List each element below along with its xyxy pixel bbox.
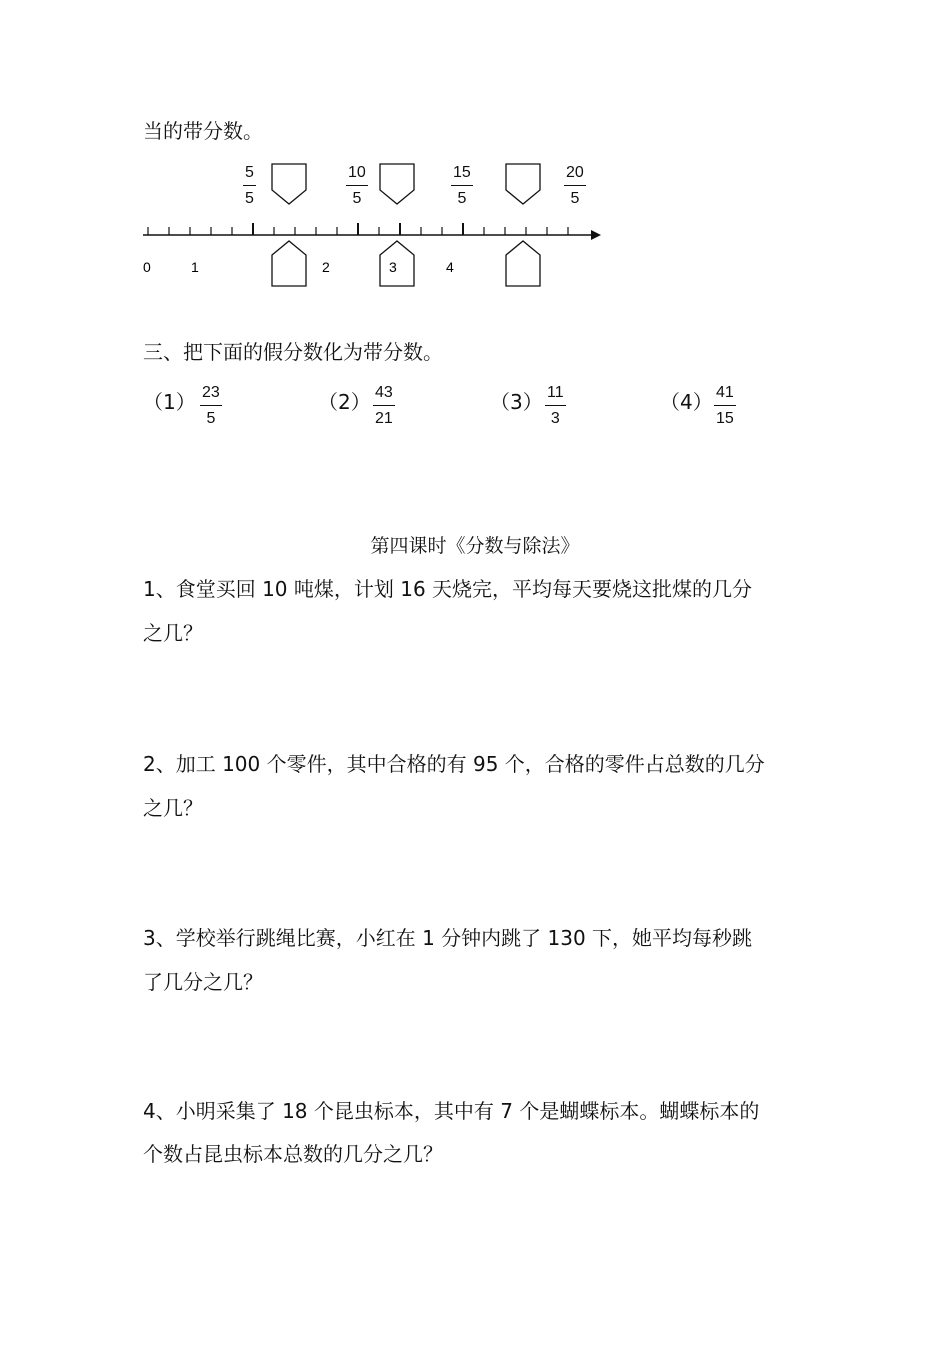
number-line <box>0 150 950 300</box>
exercise-fraction-2 <box>373 385 395 427</box>
question-4-line-1: 4、小明采集了 18 个昆虫标本，其中有 7 个是蝴蝶标本。蝴蝶标本的 <box>143 1099 760 1123</box>
question-3-line-2: 了几分之几？ <box>143 970 263 994</box>
answer-box-top-1[interactable] <box>272 164 306 204</box>
exercise-fraction-3 <box>545 385 566 427</box>
number-line-arrow <box>591 230 601 240</box>
exercise-fraction-4 <box>714 385 736 427</box>
fraction-numerator: 15 <box>453 164 471 181</box>
fraction-denominator: 5 <box>352 190 362 207</box>
fraction-denominator: 5 <box>457 190 467 207</box>
fraction-denominator: 5 <box>570 190 580 207</box>
answer-box-bottom-3[interactable] <box>506 241 540 286</box>
number-line-ticks <box>148 223 568 235</box>
fraction-denominator: 15 <box>716 410 734 427</box>
lesson-title: 第四课时《分数与除法》 <box>370 535 580 557</box>
exercise-label-3: （3） <box>490 390 543 414</box>
number-line-label-2: 2 <box>322 259 330 275</box>
fraction-numerator: 41 <box>716 384 734 401</box>
answer-box-top-3[interactable] <box>506 164 540 204</box>
fraction-numerator: 10 <box>348 164 366 181</box>
number-line-label-3: 3 <box>389 259 397 275</box>
fraction-denominator: 5 <box>245 190 254 207</box>
number-line-label-0: 0 <box>143 259 151 275</box>
question-1-line-1: 1、食堂买回 10 吨煤，计划 16 天烧完，平均每天要烧这批煤的几分 <box>143 577 753 601</box>
exercise-label-2: （2） <box>318 390 371 414</box>
intro-text: 当的带分数。 <box>143 119 263 143</box>
question-3-line-1: 3、学校举行跳绳比赛，小红在 1 分钟内跳了 130 下，她平均每秒跳 <box>143 926 753 950</box>
exercise-label-1: （1） <box>143 390 196 414</box>
question-2-line-1: 2、加工 100 个零件，其中合格的有 95 个，合格的零件占总数的几分 <box>143 752 765 776</box>
question-4-line-2: 个数占昆虫标本总数的几分之几？ <box>143 1142 443 1166</box>
fraction-denominator: 21 <box>375 410 393 427</box>
number-line-label-1: 1 <box>191 259 199 275</box>
question-1-line-2: 之几？ <box>143 621 203 645</box>
fraction-numerator: 11 <box>547 384 564 401</box>
fraction-denominator: 3 <box>550 410 560 427</box>
number-line-label-4: 4 <box>446 259 454 275</box>
fraction-numerator: 23 <box>202 384 220 401</box>
fraction-denominator: 5 <box>206 410 216 427</box>
exercise-label-4: （4） <box>660 390 713 414</box>
section-3-title: 三、把下面的假分数化为带分数。 <box>143 340 443 364</box>
question-2-line-2: 之几？ <box>143 796 203 820</box>
exercise-fraction-1 <box>200 385 222 427</box>
fraction-numerator: 20 <box>566 164 584 181</box>
answer-box-top-2[interactable] <box>380 164 414 204</box>
answer-box-bottom-2[interactable] <box>380 241 414 286</box>
fraction-numerator: 5 <box>245 164 254 181</box>
answer-box-bottom-1[interactable] <box>272 241 306 286</box>
fraction-numerator: 43 <box>375 384 393 401</box>
